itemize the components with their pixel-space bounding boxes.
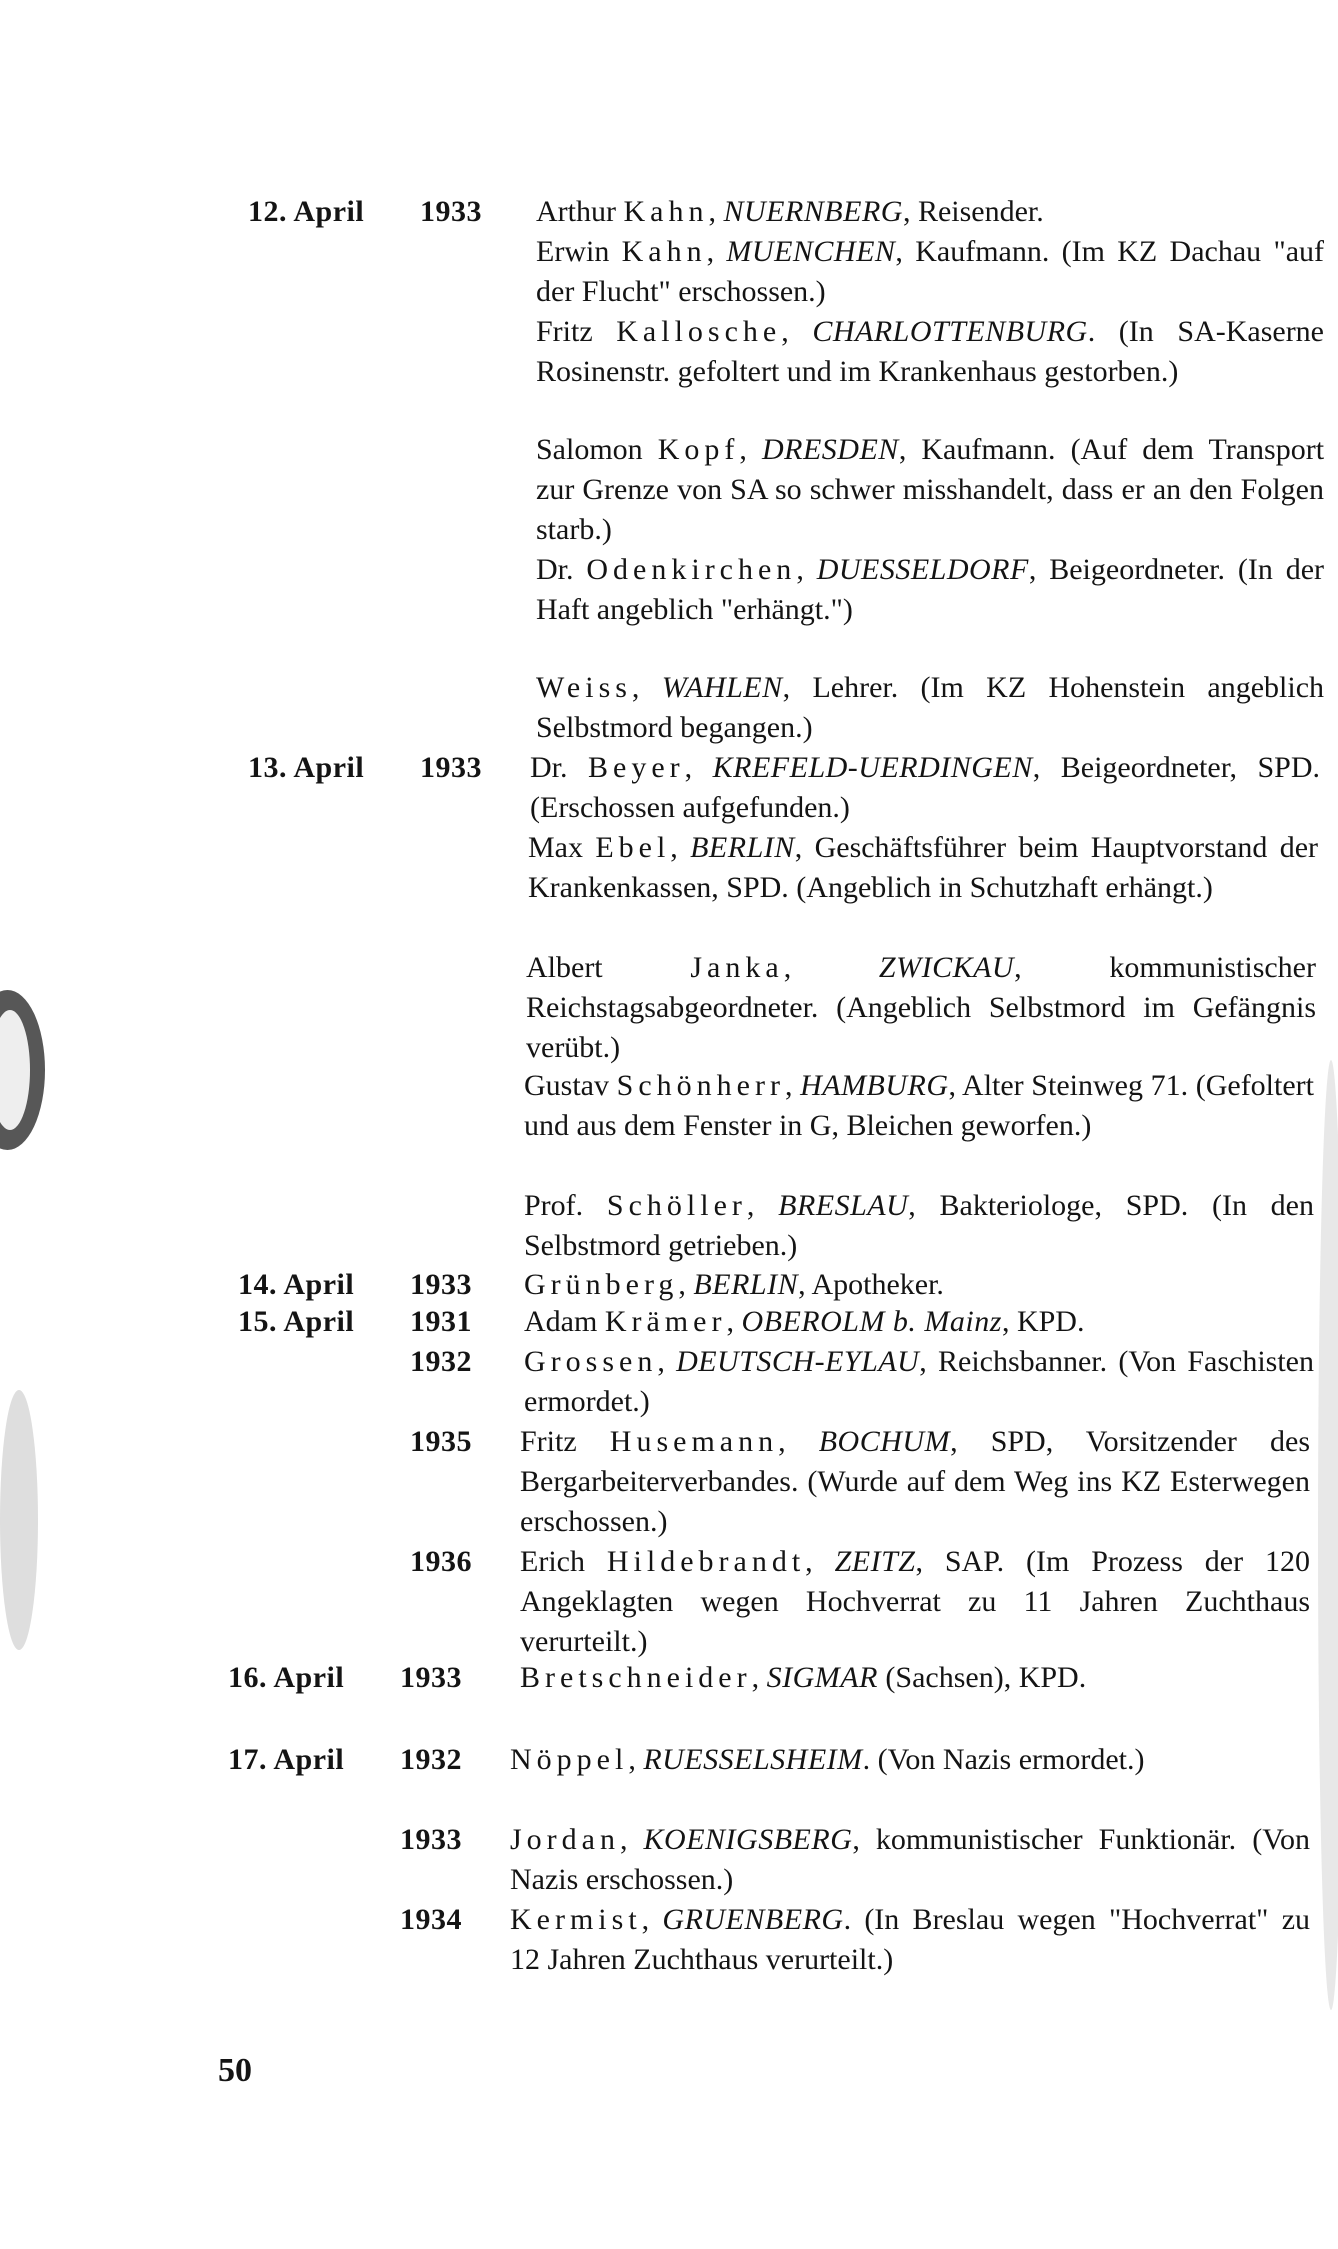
entry-text xyxy=(524,1186,1314,1266)
entry-description: . (In Breslau wegen "Hochverrat" zu 12 Jahren Zuchthaus verurteilt.) xyxy=(510,1903,1311,1976)
separator-text: , xyxy=(746,1189,779,1222)
place-name: KREFELD-UERDINGEN xyxy=(712,751,1033,784)
person-given-name: Erich xyxy=(520,1545,607,1578)
person-surname: Grünberg xyxy=(524,1268,679,1301)
entry-description: , Apotheker. xyxy=(798,1268,944,1301)
entry-year: 1933 xyxy=(400,1661,462,1694)
entry-description: , Kaufmann. (Auf dem Transport zur Grenze von SA so schwer misshandelt, dass er an den Folgen starb.) xyxy=(536,433,1325,546)
entry-year: 1934 xyxy=(400,1903,462,1936)
place-name: ZEITZ xyxy=(834,1545,916,1578)
entry-description: , Reisender. xyxy=(902,195,1044,228)
place-name: BRESLAU xyxy=(778,1189,909,1222)
entry-text xyxy=(530,748,1320,828)
person-given-name: Adam xyxy=(524,1305,605,1338)
person-surname: Weiss xyxy=(536,671,632,704)
person-given-name: Gustav xyxy=(524,1069,617,1102)
person-given-name: Dr. xyxy=(530,751,588,784)
person-surname: Schöller xyxy=(606,1189,747,1222)
place-name: DRESDEN xyxy=(761,433,899,466)
entry-description: , Kaufmann. (Im KZ Dachau "auf der Flucht" erschossen.) xyxy=(536,235,1325,308)
person-surname: Krämer xyxy=(604,1305,727,1338)
entry-description: . (Von Nazis ermordet.) xyxy=(862,1743,1145,1776)
separator-text: , xyxy=(781,315,813,348)
separator-text: , xyxy=(628,1743,644,1776)
separator-text: , xyxy=(708,195,724,228)
entry-year: 1936 xyxy=(410,1545,472,1578)
person-surname: Jordan xyxy=(510,1823,620,1856)
place-name: RUESSELSHEIM xyxy=(643,1743,863,1776)
entry-text xyxy=(536,312,1324,392)
separator-text: , xyxy=(805,1545,835,1578)
place-name: OBEROLM b. Mainz xyxy=(741,1305,1002,1338)
entry-year: 1933 xyxy=(410,1268,472,1301)
place-name: MUENCHEN xyxy=(726,235,896,268)
separator-text: , xyxy=(778,1425,819,1458)
page-number: 50 xyxy=(218,2052,252,2089)
place-name: NUERNBERG xyxy=(723,195,903,228)
entry-year: 1933 xyxy=(400,1823,462,1856)
entry-description: , SPD, Vorsitzender des Bergarbeiterverbandes. (Wurde auf dem Weg ins KZ Esterwegen erschossen.) xyxy=(520,1425,1310,1538)
entry-text xyxy=(520,1542,1310,1662)
separator-text: , xyxy=(641,1903,663,1936)
person-surname: Beyer xyxy=(588,751,685,784)
entry-description: . (In SA-Kaserne Rosinenstr. gefoltert und im Krankenhaus gestorben.) xyxy=(536,315,1324,388)
entry-description: , Geschäftsführer beim Hauptvorstand der Krankenkassen, SPD. (Angeblich in Schutzhaft erhängt.) xyxy=(528,831,1319,904)
person-given-name: Prof. xyxy=(524,1189,607,1222)
entry-text xyxy=(536,232,1324,312)
person-surname: Hildebrandt xyxy=(606,1545,806,1578)
entry-year: 1932 xyxy=(410,1345,472,1378)
entry-day-month: 16. April xyxy=(228,1661,345,1694)
entry-text xyxy=(526,948,1316,1068)
person-surname: Schönherr xyxy=(616,1069,785,1102)
person-surname: Kallosche xyxy=(616,315,782,348)
place-name: DEUTSCH-EYLAU xyxy=(676,1345,920,1378)
place-name: HAMBURG xyxy=(800,1069,949,1102)
separator-text: , xyxy=(670,831,691,864)
person-given-name: Fritz xyxy=(520,1425,610,1458)
place-name: BERLIN xyxy=(690,831,795,864)
person-surname: Janka xyxy=(690,951,784,984)
separator-text: , xyxy=(726,1305,742,1338)
person-surname: Kahn xyxy=(621,235,707,268)
place-name: KOENIGSBERG xyxy=(643,1823,853,1856)
entry-description: , SAP. (Im Prozess der 120 Angeklagten wegen Hochverrat zu 11 Jahren Zuchthaus verurteilt.) xyxy=(520,1545,1310,1658)
person-given-name: Max xyxy=(528,831,596,864)
entry-text xyxy=(536,192,1324,232)
entry-text xyxy=(524,1302,1314,1342)
entry-description: , Reichsbanner. (Von Faschisten ermordet.) xyxy=(524,1345,1314,1418)
person-surname: Odenkirchen xyxy=(586,553,797,586)
entry-description: , Beigeordneter. (In der Haft angeblich "erhängt.") xyxy=(536,553,1325,626)
entry-description: , KPD. xyxy=(1001,1305,1085,1338)
person-given-name: Arthur xyxy=(536,195,624,228)
entry-text xyxy=(510,1900,1310,1980)
entry-description: , Beigeordneter, SPD. (Erschossen aufgefunden.) xyxy=(530,751,1321,824)
entry-year: 1932 xyxy=(400,1743,462,1776)
place-name: SIGMAR xyxy=(766,1661,878,1694)
entry-year: 1935 xyxy=(410,1425,472,1458)
person-surname: Ebel xyxy=(595,831,671,864)
entry-day-month: 13. April xyxy=(248,751,365,784)
person-surname: Grossen xyxy=(524,1345,658,1378)
place-name: GRUENBERG xyxy=(662,1903,844,1936)
entry-text xyxy=(536,550,1324,630)
place-name: BOCHUM xyxy=(818,1425,951,1458)
person-given-name: Albert xyxy=(526,951,691,984)
separator-text: , xyxy=(706,235,727,268)
entry-text xyxy=(510,1820,1310,1900)
entry-text xyxy=(536,668,1324,748)
entry-description: , kommunistischer Funktionär. (Von Nazis erschossen.) xyxy=(510,1823,1310,1896)
person-surname: Kermist xyxy=(510,1903,642,1936)
person-given-name: Salomon xyxy=(536,433,658,466)
entry-day-month: 12. April xyxy=(248,195,365,228)
entry-description: , Alter Steinweg 71. (Gefoltert und aus dem Fenster in G, Bleichen geworfen.) xyxy=(524,1069,1314,1142)
place-name: DUESSELDORF xyxy=(816,553,1029,586)
entry-year: 1933 xyxy=(420,751,482,784)
entry-text xyxy=(520,1658,1310,1698)
place-name: BERLIN xyxy=(693,1268,799,1301)
separator-text: , xyxy=(796,553,817,586)
entry-text xyxy=(524,1265,1314,1305)
entry-text xyxy=(536,430,1324,550)
entry-description: (Sachsen), KPD. xyxy=(877,1661,1087,1694)
place-name: WAHLEN xyxy=(661,671,783,704)
separator-text: , xyxy=(684,751,713,784)
entry-text xyxy=(524,1066,1314,1146)
entry-description: , Bakteriologe, SPD. (In den Selbstmord getrieben.) xyxy=(524,1189,1314,1262)
scan-speckle-mark xyxy=(0,1390,38,1650)
place-name: CHARLOTTENBURG xyxy=(812,315,1088,348)
person-given-name: Erwin xyxy=(536,235,622,268)
entry-text xyxy=(520,1422,1310,1542)
entry-year: 1931 xyxy=(410,1305,472,1338)
entry-text xyxy=(510,1740,1310,1780)
separator-text: , xyxy=(678,1268,694,1301)
entry-description: , kommunistischer Reichstagsabgeordneter. (Angeblich Selbstmord im Gefängnis verübt.) xyxy=(526,951,1316,1064)
entry-day-month: 15. April xyxy=(238,1305,355,1338)
person-given-name: Fritz xyxy=(536,315,617,348)
person-surname: Kahn xyxy=(623,195,709,228)
scan-speckle-mark xyxy=(1318,1060,1338,2010)
entry-day-month: 14. April xyxy=(238,1268,355,1301)
person-surname: Kopf xyxy=(657,433,740,466)
separator-text: , xyxy=(784,1069,801,1102)
separator-text: , xyxy=(751,1661,767,1694)
entry-day-month: 17. April xyxy=(228,1743,345,1776)
person-surname: Nöppel xyxy=(510,1743,629,1776)
separator-text: , xyxy=(619,1823,644,1856)
separator-text: , xyxy=(739,433,762,466)
entry-year: 1933 xyxy=(420,195,482,228)
place-name: ZWICKAU xyxy=(878,951,1015,984)
entry-description: , Lehrer. (Im KZ Hohenstein angeblich Selbstmord begangen.) xyxy=(536,671,1325,744)
entry-text xyxy=(528,828,1318,908)
person-surname: Bretschneider xyxy=(520,1661,752,1694)
person-surname: Husemann xyxy=(609,1425,779,1458)
separator-text: , xyxy=(657,1345,677,1378)
entry-text xyxy=(524,1342,1314,1422)
person-given-name: Dr. xyxy=(536,553,587,586)
separator-text: , xyxy=(631,671,662,704)
separator-text: , xyxy=(783,951,879,984)
